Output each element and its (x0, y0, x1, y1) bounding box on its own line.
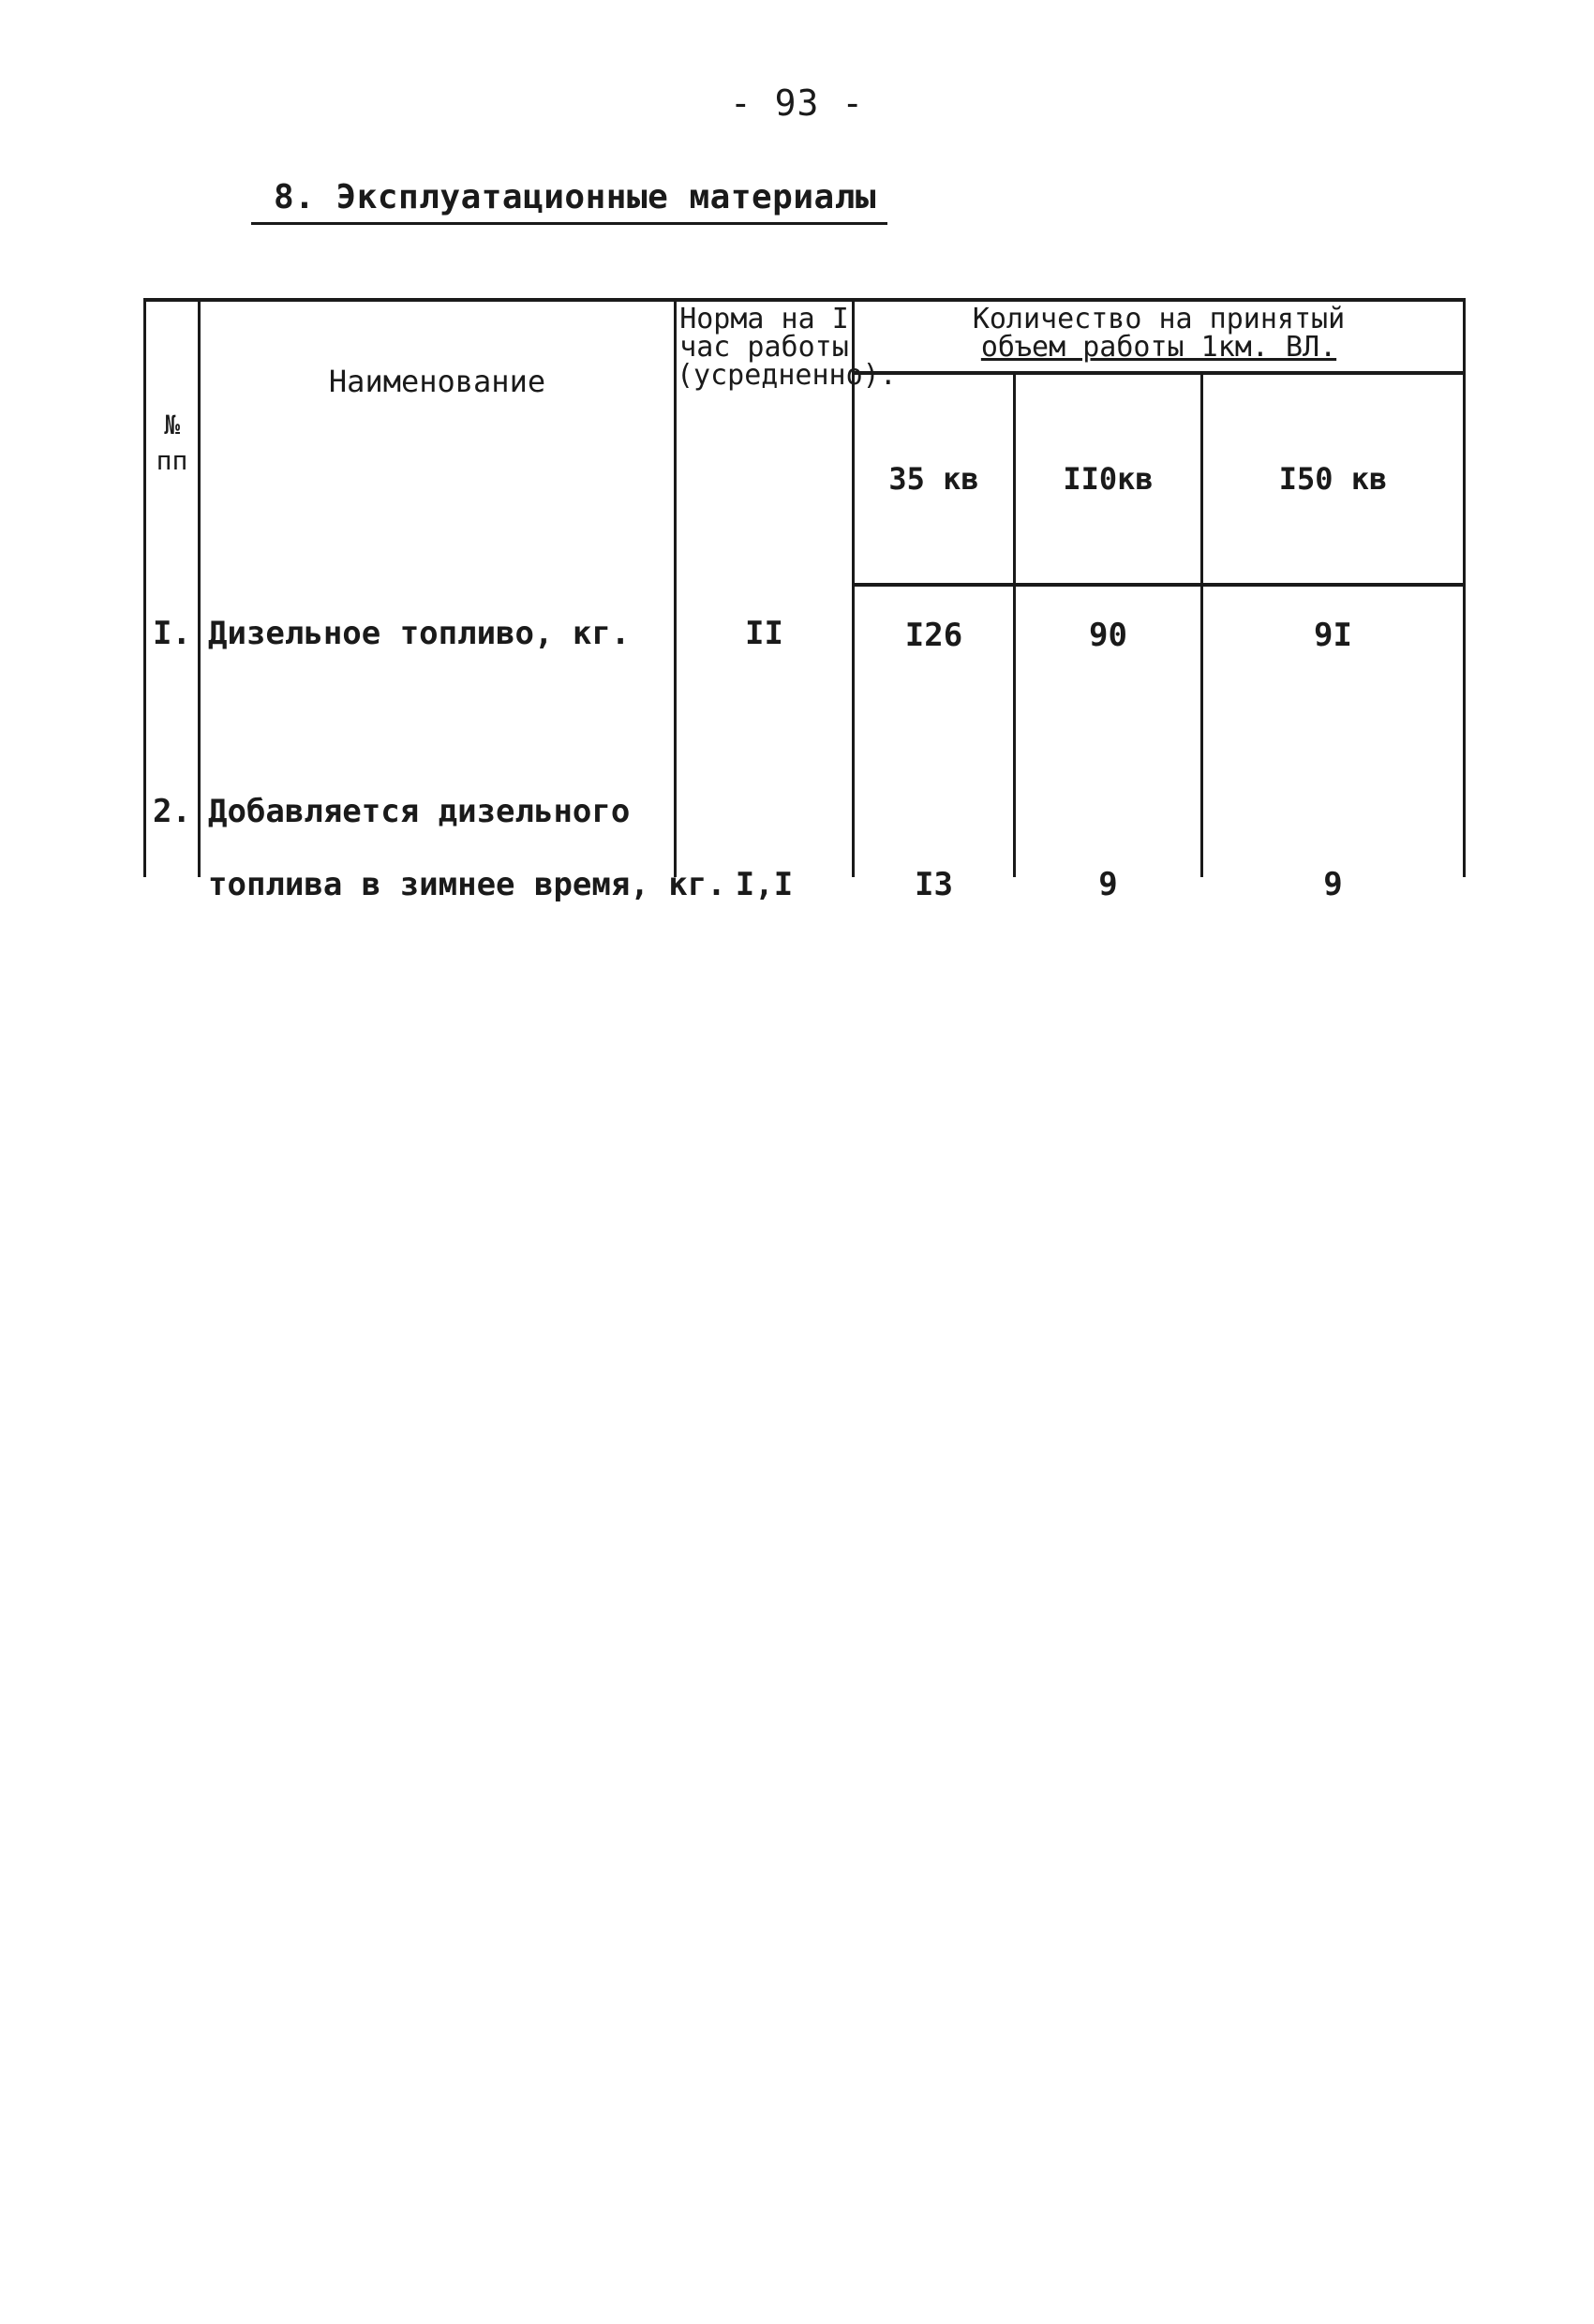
header-quantity-line1: Количество на принятый (972, 303, 1346, 335)
materials-table (143, 298, 1463, 903)
row-110kv-cell (1015, 776, 1202, 903)
row-norm-cell (676, 776, 854, 903)
header-35kv: 35 кв (854, 373, 1015, 585)
table-row (145, 585, 1465, 776)
header-name: Наименование (200, 300, 676, 585)
row-number: I. (145, 585, 200, 776)
row-name-line2: топлива в зимнее время, кг. (208, 866, 726, 903)
row-150kv-cell (1202, 776, 1465, 903)
header-110kv: II0кв (1015, 373, 1202, 585)
page-number: - 93 - (729, 82, 865, 124)
header-quantity-line2: объем работы 1км. ВЛ. (980, 331, 1337, 364)
header-number: № пп (145, 300, 200, 585)
row-number-cell (145, 776, 200, 877)
row-35kv-cell (854, 776, 1015, 903)
header-quantity (854, 300, 1465, 373)
header-150kv: I50 кв (1202, 373, 1465, 585)
header-norm: Норма на I час работы (усредненно). (676, 300, 854, 585)
row-name-cell (200, 776, 726, 903)
row-110kv: 90 (1015, 585, 1202, 776)
table-row (145, 776, 1465, 877)
row-150kv: 9I (1202, 585, 1465, 776)
row-name: Дизельное топливо, кг. (200, 585, 676, 776)
row-150kv: 9 (1323, 866, 1343, 903)
row-number: 2. (153, 793, 191, 830)
section-title: 8. Эксплуатационные материалы (251, 178, 887, 225)
row-norm: I,I (735, 866, 794, 903)
row-norm: II (676, 585, 854, 776)
row-35kv: I26 (854, 585, 1015, 776)
row-35kv: I3 (915, 866, 953, 903)
row-110kv: 9 (1098, 866, 1118, 903)
row-name-line1: Добавляется дизельного (208, 793, 631, 830)
